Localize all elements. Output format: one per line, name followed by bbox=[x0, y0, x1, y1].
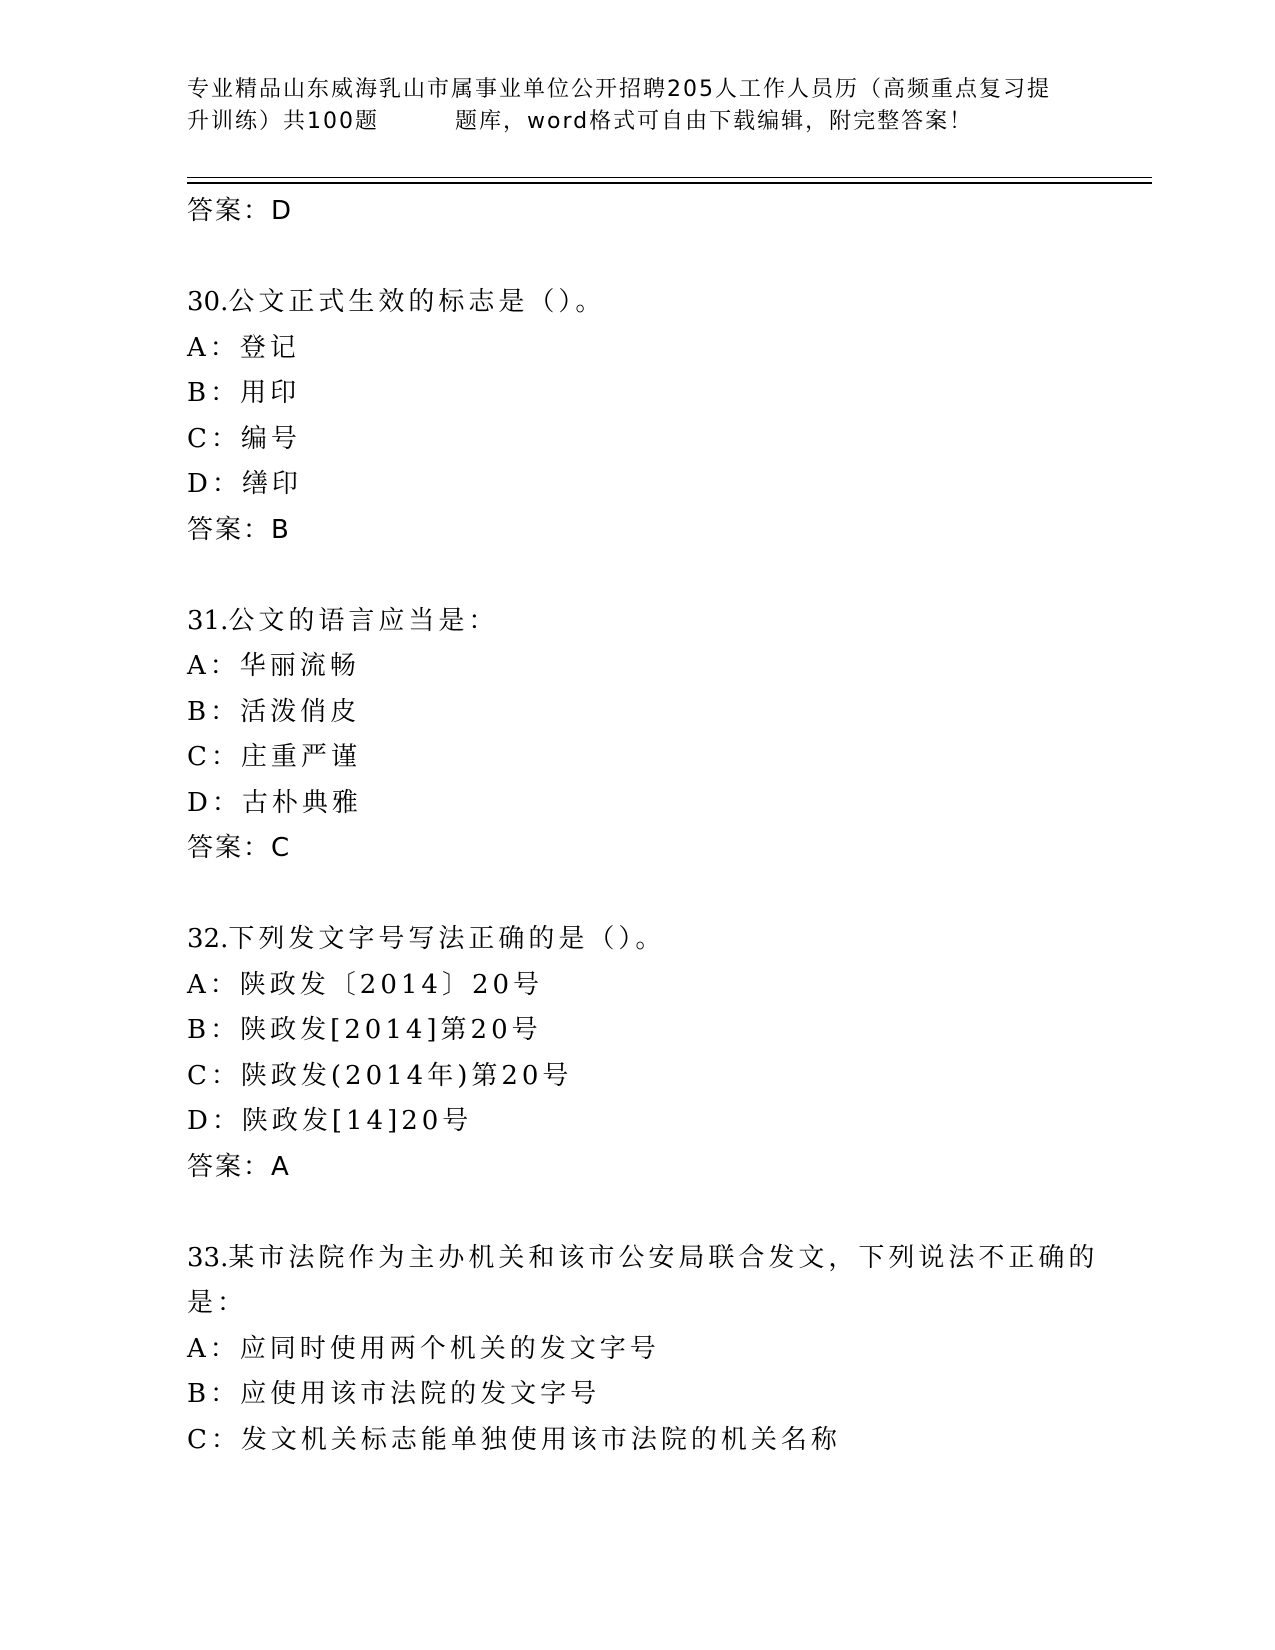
question-list bbox=[187, 189, 1099, 1463]
header-rule-thin bbox=[187, 177, 1152, 178]
question-stem bbox=[187, 280, 1087, 326]
answer: 答案：A bbox=[187, 1151, 291, 1182]
question-text: 某市法院作为主办机关和该市公安局联合发文，下列说法不正确的 bbox=[228, 1242, 1099, 1273]
spacer bbox=[187, 872, 1087, 918]
answer: 答案：C bbox=[187, 833, 292, 863]
question-text-continued: 是： bbox=[187, 1288, 248, 1318]
header-line-2-part-a: 升训练）共100题 bbox=[187, 109, 379, 134]
option-b: B：活泼俏皮 bbox=[187, 696, 361, 727]
option-d: D：古朴典雅 bbox=[187, 787, 362, 818]
question-number: 32. bbox=[187, 924, 229, 954]
header-line-1: 专业精品山东威海乳山市属事业单位公开招聘205人工作人员历（高频重点复习提 bbox=[187, 77, 1051, 102]
spacer bbox=[187, 235, 1087, 281]
option-b: B：用印 bbox=[187, 378, 301, 408]
header-line-2-part-b: 题库，word格式可自由下载编辑，附完整答案！ bbox=[455, 109, 974, 134]
option-a: A：登记 bbox=[187, 332, 300, 363]
option-a: A：应同时使用两个机关的发文字号 bbox=[187, 1333, 660, 1364]
option-d: D：陕政发[14]20号 bbox=[187, 1106, 473, 1136]
question-text: 下列发文字号写法正确的是（）。 bbox=[228, 924, 666, 954]
option-c: C：编号 bbox=[187, 423, 301, 454]
question-number: 31. bbox=[187, 605, 229, 636]
question-stem bbox=[187, 1236, 1099, 1282]
option-c: C：发文机关标志能单独使用该市法院的机关名称 bbox=[187, 1424, 841, 1455]
option-c: C：陕政发(2014年)第20号 bbox=[187, 1060, 573, 1091]
option-d: D：缮印 bbox=[187, 469, 302, 499]
option-b: B：应使用该市法院的发文字号 bbox=[187, 1379, 601, 1409]
question-text: 公文的语言应当是： bbox=[228, 605, 499, 636]
question-text: 公文正式生效的标志是（）。 bbox=[228, 287, 606, 317]
option-c: C：庄重严谨 bbox=[187, 742, 361, 772]
header-rule-thick bbox=[187, 182, 1152, 184]
question-number: 33. bbox=[187, 1242, 229, 1273]
option-a: A：陕政发〔2014〕20号 bbox=[187, 969, 544, 1000]
option-a: A：华丽流畅 bbox=[187, 651, 360, 681]
question-number: 30. bbox=[187, 287, 229, 317]
question-stem bbox=[187, 917, 1087, 963]
document-header bbox=[187, 74, 1087, 138]
question-stem bbox=[187, 599, 1087, 645]
option-b: B：陕政发[2014]第20号 bbox=[187, 1015, 542, 1045]
spacer bbox=[187, 1190, 1087, 1236]
previous-answer: 答案：D bbox=[187, 196, 294, 226]
header-line-2 bbox=[187, 106, 1087, 138]
spacer bbox=[187, 553, 1087, 599]
answer: 答案：B bbox=[187, 514, 291, 545]
